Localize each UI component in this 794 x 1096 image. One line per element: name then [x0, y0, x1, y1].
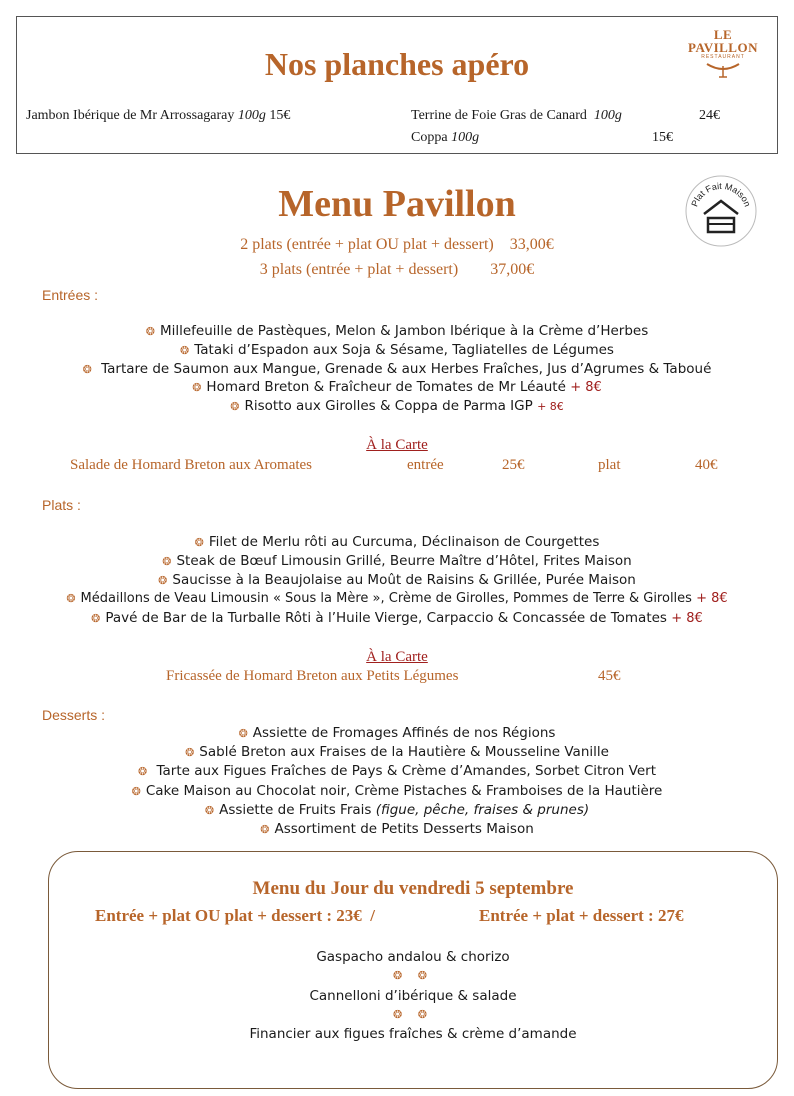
logo-subtitle: RESTAURANT — [701, 54, 745, 60]
section-desserts-label: Desserts : — [42, 707, 106, 723]
dessert-note: (figue, pêche, fraises & prunes) — [375, 802, 590, 818]
dessert-item: ❂ Assiette de Fromages Affinés de nos Régions — [238, 725, 556, 741]
plats-carte-price: 45€ — [598, 668, 621, 684]
plats-carte-dish: Fricassée de Homard Breton aux Petits Légumes — [166, 668, 459, 684]
apero-item-coppa-price: 15€ — [652, 130, 673, 145]
dessert-item: ❂ Tarte aux Figues Fraîches de Pays & Crème d’Amandes, Sorbet Citron Vert — [137, 763, 656, 779]
apero-item-coppa: Coppa 100g — [411, 130, 480, 145]
supplement-price: + 8€ — [570, 380, 602, 395]
plat-item: ❂ Steak de Bœuf Limousin Grillé, Beurre Maître d’Hôtel, Frites Maison — [162, 553, 632, 569]
dessert-item: ❂ Assiette de Fruits Frais (figue, pêche, fraises & prunes) — [204, 802, 590, 818]
entree-item: ❂ Tartare de Saumon aux Mangue, Grenade & aux Herbes Fraîches, Jus d’Agrumes & Taboué — [82, 361, 712, 377]
supplement-price: + 8€ — [671, 611, 703, 626]
plat-item: ❂ Saucisse à la Beaujolaise au Moût de Raisins & Grillée, Purée Maison — [158, 572, 636, 588]
section-entrees-label: Entrées : — [42, 287, 99, 303]
menu-title: Menu Pavillon — [278, 183, 516, 225]
jour-dish: Financier aux figues fraîches & crème d’amande — [249, 1026, 577, 1042]
supplement-price: + 8€ — [696, 591, 728, 606]
menu-price-2-plats: 2 plats (entrée + plat OU plat + dessert) 33,00€ — [240, 236, 554, 253]
entrees-carte-dish: Salade de Homard Breton aux Aromates — [70, 457, 313, 473]
entrees-carte-price-plat: 40€ — [695, 457, 718, 473]
plats-carte-heading: À la Carte — [366, 649, 428, 665]
entrees-carte-heading: À la Carte — [366, 437, 428, 453]
restaurant-logo — [682, 28, 764, 82]
entree-item: ❂ Homard Breton & Fraîcheur de Tomates de Mr Léauté + 8€ — [192, 379, 602, 395]
section-plats-label: Plats : — [42, 497, 81, 513]
dessert-item: ❂ Cake Maison au Chocolat noir, Crème Pistaches & Framboises de la Hautière — [131, 783, 663, 799]
jour-dish: Gaspacho andalou & chorizo — [316, 949, 510, 965]
apero-item-foie-gras-price: 24€ — [699, 108, 720, 123]
dessert-item: ❂ Assortiment de Petits Desserts Maison — [260, 821, 534, 837]
entree-item: ❂ Tataki d’Espadon aux Soja & Sésame, Tagliatelles de Légumes — [180, 342, 614, 358]
logo-swoosh-icon — [703, 60, 743, 78]
apero-item-foie-gras: Terrine de Foie Gras de Canard 100g — [411, 108, 622, 123]
apero-item-jambon: Jambon Ibérique de Mr Arrossagaray 100g 15€ — [26, 108, 291, 123]
entree-item: ❂ Millefeuille de Pastèques, Melon & Jambon Ibérique à la Crème d’Herbes — [145, 323, 649, 339]
supplement-price: + 8€ — [537, 400, 564, 413]
dessert-item: ❂ Sablé Breton aux Fraises de la Hautière & Mousseline Vanille — [185, 744, 609, 760]
jour-dish: Cannelloni d’ibérique & salade — [309, 988, 517, 1004]
plat-item: ❂ Filet de Merlu rôti au Curcuma, Déclinaison de Courgettes — [194, 534, 600, 550]
menu-price-3-plats: 3 plats (entrée + plat + dessert) 37,00€ — [259, 261, 535, 278]
jour-separator: ❂ ❂ — [393, 1008, 433, 1021]
logo-name: LE PAVILLON — [688, 27, 758, 55]
entrees-carte-col-entree: entrée — [407, 457, 444, 473]
menu-du-jour-title: Menu du Jour du vendredi 5 septembre — [252, 878, 574, 899]
entrees-carte-price-entree: 25€ — [502, 457, 525, 473]
plat-item: ❂ Pavé de Bar de la Turballe Rôti à l’Huile Vierge, Carpaccio & Concassée de Tomates + 8€ — [91, 610, 703, 626]
entree-item: ❂ Risotto aux Girolles & Coppa de Parma IGP + 8€ — [230, 398, 564, 414]
menu-du-jour-price-2: Entrée + plat OU plat + dessert : 23€ / — [95, 906, 376, 925]
menu-du-jour-price-3: Entrée + plat + dessert : 27€ — [479, 906, 684, 925]
entrees-carte-col-plat: plat — [598, 457, 621, 473]
svg-text:Plat Fait Maison: Plat Fait Maison — [689, 180, 753, 209]
apero-title: Nos planches apéro — [264, 46, 530, 82]
jour-separator: ❂ ❂ — [393, 969, 433, 982]
plat-item: ❂ Médaillons de Veau Limousin « Sous la Mère », Crème de Girolles, Pommes de Terre & Girolles + 8€ — [66, 591, 728, 606]
